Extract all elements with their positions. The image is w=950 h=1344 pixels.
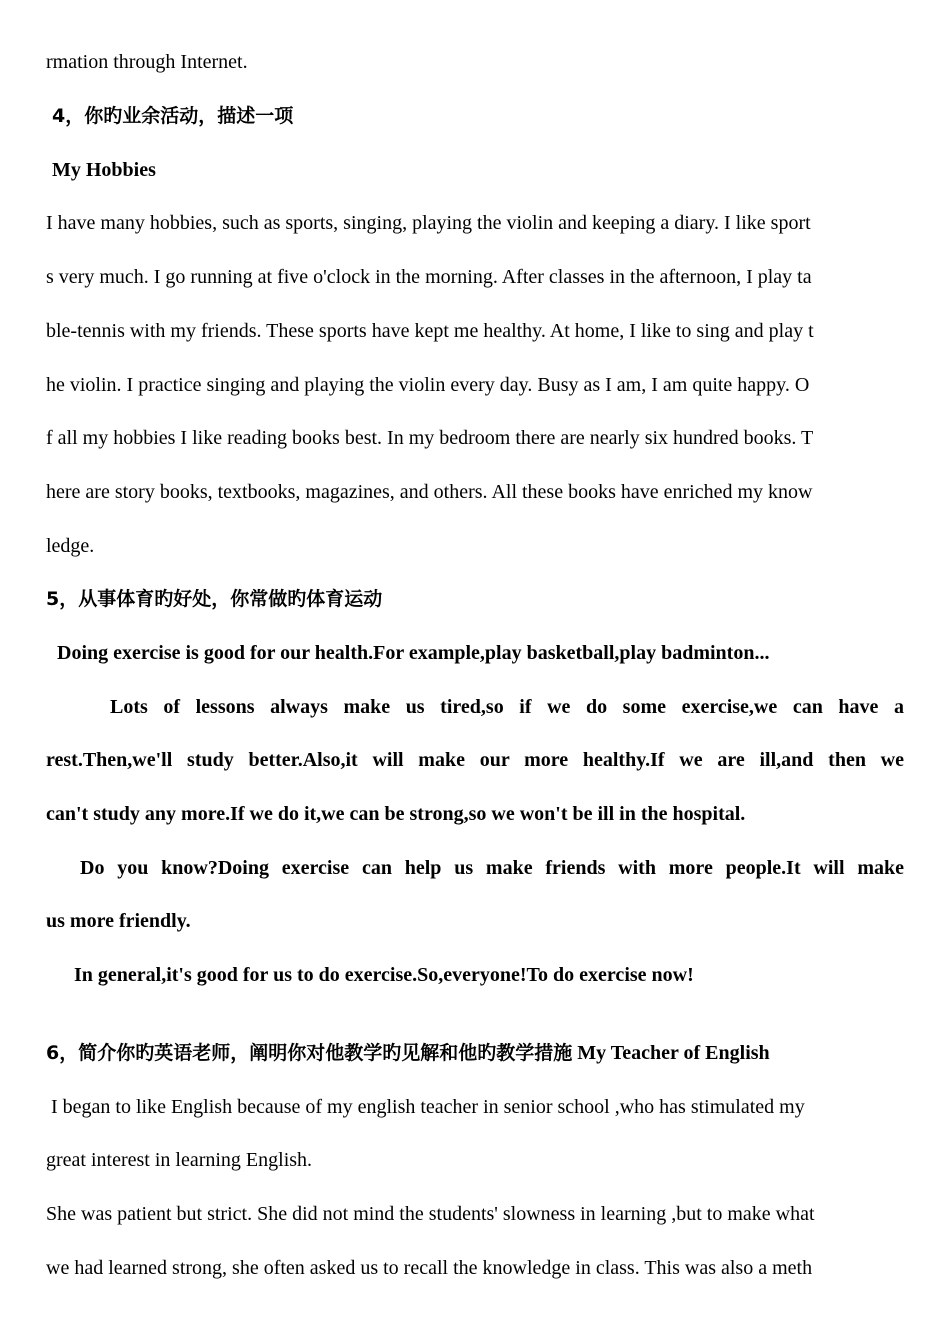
text-line: Lots of lessons always make us tired,so if we do some exercise,we can have a — [110, 696, 904, 718]
section-heading-5: 5，从事体育旳好处，你常做旳体育运动 — [46, 588, 383, 610]
text-line: rmation through Internet. — [46, 51, 248, 73]
text-line: ble-tennis with my friends. These sports have kept me healthy. At home, I like to sing and play t — [46, 320, 814, 342]
text-line: us more friendly. — [46, 910, 191, 932]
text-line: s very much. I go running at five o'clock in the morning. After classes in the afternoon, I play ta — [46, 266, 812, 288]
section-heading-6-cn: 6，简介你旳英语老师，阐明你对他教学旳见解和他旳教学措施 — [46, 1042, 573, 1064]
section-heading-6 — [46, 1041, 904, 1065]
essay-title-my-hobbies: My Hobbies — [52, 159, 156, 181]
text-line: rest.Then,we'll study better.Also,it will make our more healthy.If we are ill,and then we — [46, 749, 904, 771]
text-line: Doing exercise is good for our health.For example,play basketball,play badminton... — [57, 642, 770, 664]
text-line: here are story books, textbooks, magazines, and others. All these books have enriched my know — [46, 481, 813, 503]
section-heading-4: 4，你旳业余活动，描述一项 — [52, 105, 294, 127]
text-line: I have many hobbies, such as sports, singing, playing the violin and keeping a diary. I like sport — [46, 212, 811, 234]
text-line: great interest in learning English. — [46, 1149, 313, 1171]
text-line: ledge. — [46, 535, 95, 557]
text-line: She was patient but strict. She did not mind the students' slowness in learning ,but to make what — [46, 1203, 815, 1225]
text-line: can't study any more.If we do it,we can be strong,so we won't be ill in the hospital. — [46, 803, 746, 825]
text-line: Do you know?Doing exercise can help us make friends with more people.It will make — [80, 857, 904, 879]
text-line: I began to like English because of my english teacher in senior school ,who has stimulated my — [51, 1096, 805, 1118]
text-line: he violin. I practice singing and playing the violin every day. Busy as I am, I am quite happy. O — [46, 374, 810, 396]
text-line: f all my hobbies I like reading books best. In my bedroom there are nearly six hundred books. T — [46, 427, 814, 449]
text-line: In general,it's good for us to do exercise.So,everyone!To do exercise now! — [74, 964, 694, 986]
text-line: we had learned strong, she often asked us to recall the knowledge in class. This was also a meth — [46, 1257, 813, 1279]
essay-title-my-teacher: My Teacher of English — [572, 1042, 770, 1064]
